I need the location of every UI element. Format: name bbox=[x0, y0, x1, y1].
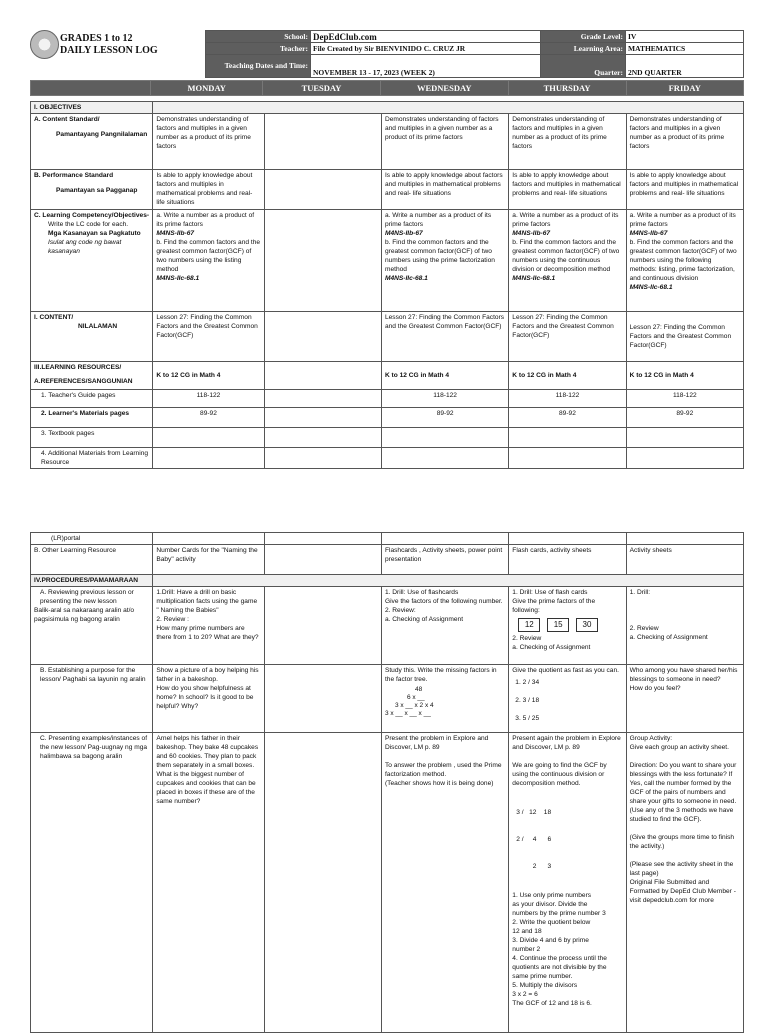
day-friday: FRIDAY bbox=[626, 81, 743, 96]
competency-note: Write the LC code for each. bbox=[48, 221, 129, 228]
title-dll: DAILY LESSON LOG bbox=[60, 45, 158, 56]
purpose-tuesday bbox=[264, 665, 381, 733]
references-wednesday: K to 12 CG in Math 4 bbox=[381, 362, 508, 390]
additional-monday bbox=[153, 448, 264, 469]
purpose-label: B. Establishing a purpose for the lesson/ Paghabi sa layunin ng aralin bbox=[31, 665, 153, 733]
procedures-heading: IV.PROCEDURES/PAMAMARAAN bbox=[31, 575, 153, 587]
weekday-spacer bbox=[31, 81, 151, 96]
performance-standard-label bbox=[31, 170, 153, 210]
review-thursday bbox=[509, 587, 626, 665]
dates-label: Teaching Dates and Time: bbox=[206, 55, 311, 78]
textbook-tuesday bbox=[264, 428, 381, 448]
competency-b: b. Find the common factors and the greatest common factor(GCF) of two numbers using the listing method bbox=[156, 239, 261, 273]
other-resource-friday: Activity sheets bbox=[626, 545, 743, 575]
lesson-grid-page2 bbox=[30, 532, 744, 1033]
purpose-friday: Who among you have shared her/his blessings to someone in need? How do you feel? bbox=[626, 665, 743, 733]
document-title bbox=[60, 33, 158, 57]
portal-monday bbox=[153, 533, 264, 545]
teacher-label: Teacher: bbox=[206, 43, 311, 55]
number-card: 15 bbox=[547, 618, 569, 632]
additional-thursday bbox=[509, 448, 626, 469]
additional-wednesday bbox=[381, 448, 508, 469]
presenting-thursday-steps: 1. Use only prime numbers as your divisor. Divide the numbers by the prime number 3 2. Write the quotient below 12 and 18 3. Divide 4 and 6 by prime number 2 4. Continue the process until the quotients are not divisible by the same prime number. 5. Multiply the divisors 3 x 2 = 6 The GCF of 12 and 18 is 6. bbox=[512, 892, 607, 1007]
area-label: Learning Area: bbox=[541, 43, 626, 55]
dates-value: NOVEMBER 13 - 17, 2023 (WEEK 2) bbox=[311, 55, 541, 78]
performance-standard-monday: Is able to apply knowledge about factors and multiples in mathematical problems and real- life situations bbox=[153, 170, 264, 210]
day-tuesday: TUESDAY bbox=[263, 81, 381, 96]
content-sub: NILALAMAN bbox=[78, 323, 118, 330]
references-thursday: K to 12 CG in Math 4 bbox=[509, 362, 626, 390]
other-resource-thursday: Flash cards, activity sheets bbox=[509, 545, 626, 575]
portal-wednesday bbox=[381, 533, 508, 545]
additional-friday bbox=[626, 448, 743, 469]
performance-standard-thursday: Is able to apply knowledge about factors and multiples in mathematical problems and real- life situations bbox=[509, 170, 626, 210]
header-info-table bbox=[205, 30, 744, 78]
day-thursday: THURSDAY bbox=[508, 81, 626, 96]
performance-standard-sub: Pamantayan sa Pagganap bbox=[56, 187, 138, 194]
lm-thursday: 89-92 bbox=[509, 408, 626, 428]
competency-code-a: M4NS-IIb-67 bbox=[156, 230, 195, 237]
grade-label: Grade Level: bbox=[541, 31, 626, 43]
competency-tuesday bbox=[264, 210, 381, 312]
competency-sub2: Isulat ang code ng bawat kasanayan bbox=[48, 239, 122, 255]
content-monday: Lesson 27: Finding the Common Factors and the Greatest Common Factor(GCF) bbox=[153, 312, 264, 362]
review-friday: 1. Drill: 2. Review a. Checking of Assignment bbox=[626, 587, 743, 665]
performance-standard-tuesday bbox=[264, 170, 381, 210]
objectives-heading-fill bbox=[153, 102, 744, 114]
competency-a: a. Write a number as a product of its prime factors bbox=[629, 212, 736, 228]
portal-friday bbox=[626, 533, 743, 545]
lm-friday: 89-92 bbox=[626, 408, 743, 428]
competency-a: a. Write a number as a product of its prime factors bbox=[384, 212, 492, 228]
tg-wednesday: 118-122 bbox=[381, 390, 508, 408]
portal-label: (LR)portal bbox=[31, 533, 153, 545]
performance-standard-friday: Is able to apply knowledge about factors and multiples in mathematical problems and real- life situations bbox=[626, 170, 743, 210]
competency-monday bbox=[153, 210, 264, 312]
school-value: DepEdClub.com bbox=[311, 31, 541, 43]
content-standard-title: A. Content Standard/ bbox=[34, 116, 100, 123]
area-value: MATHEMATICS bbox=[626, 43, 744, 55]
competency-code-b: M4NS-IIc-68.1 bbox=[156, 275, 200, 282]
content-friday: Lesson 27: Finding the Common Factors and the Greatest Common Factor(GCF) bbox=[626, 312, 743, 362]
presenting-tuesday bbox=[264, 733, 381, 1033]
competency-a: a. Write a number as a product of its prime factors bbox=[156, 212, 255, 228]
prime-number-cards bbox=[518, 618, 622, 632]
content-standard-friday: Demonstrates understanding of factors and multiples in a given number as a product of its prime factors bbox=[626, 114, 743, 170]
other-resource-monday: Number Cards for the "Naming the Baby" activity bbox=[153, 545, 264, 575]
references-friday: K to 12 CG in Math 4 bbox=[626, 362, 743, 390]
presenting-wednesday: Present the problem in Explore and Discover, LM p. 89 To answer the problem , used the Prime factorization method. (Teacher shows how it is being done) bbox=[381, 733, 508, 1033]
presenting-monday: Arnel helps his father in their bakeshop. They bake 48 cupcakes and 60 cookies. They plan to pack them separately in a small boxes. What is the biggest number of cupcakes and cookies that can be placed in boxes if these are of the same number? bbox=[153, 733, 264, 1033]
content-label bbox=[31, 312, 153, 362]
factor-tree-row: 48 bbox=[414, 686, 423, 693]
division-row: 2 / 4 6 bbox=[516, 836, 552, 843]
division-row: 2 3 bbox=[516, 863, 552, 870]
textbook-thursday bbox=[509, 428, 626, 448]
purpose-wednesday-text: Study this. Write the missing factors in the factor tree. bbox=[384, 667, 497, 683]
tg-tuesday bbox=[264, 390, 381, 408]
purpose-monday: Show a picture of a boy helping his father in a bakeshop. How do you show helpfulness at home? In school? Is it good to be helpful? Why? bbox=[153, 665, 264, 733]
content-standard-label bbox=[31, 114, 153, 170]
additional-tuesday bbox=[264, 448, 381, 469]
content-standard-wednesday: Demonstrates understanding of factors and multiples in a given number as a product of its prime factors bbox=[381, 114, 508, 170]
weekday-header bbox=[30, 80, 744, 96]
review-thursday-review: 2. Review a. Checking of Assignment bbox=[512, 635, 591, 651]
review-title: A. Reviewing previous lesson or presenting the new lesson bbox=[40, 589, 134, 605]
portal-tuesday bbox=[264, 533, 381, 545]
tg-thursday: 118-122 bbox=[509, 390, 626, 408]
continuous-division bbox=[512, 790, 622, 889]
review-sub: Balik-aral sa nakaraang aralin at/o pagsisimula ng bagong aralin bbox=[34, 607, 135, 623]
lm-label: 2. Learner's Materials pages bbox=[31, 408, 153, 428]
number-card: 30 bbox=[576, 618, 598, 632]
number-card: 12 bbox=[518, 618, 540, 632]
competency-code-b: M4NS-IIc-68.1 bbox=[512, 275, 556, 282]
other-resource-label: B. Other Learning Resource bbox=[31, 545, 153, 575]
lm-wednesday: 89-92 bbox=[381, 408, 508, 428]
other-resource-tuesday bbox=[264, 545, 381, 575]
content-standard-monday: Demonstrates understanding of factors and multiples in a given number as a product of its prime factors bbox=[153, 114, 264, 170]
content-title: I. CONTENT/ bbox=[34, 314, 74, 321]
procedures-heading-fill bbox=[153, 575, 744, 587]
factor-tree-row: 3 x __ x __ x __ bbox=[384, 710, 431, 717]
competency-b: b. Find the common factors and the greatest common factor(GCF) of two numbers using the following methods: listing, prime factorization, and continuous division bbox=[629, 239, 737, 282]
competency-a: a. Write a number as a product of its prime factors bbox=[512, 212, 619, 228]
competency-code-a: M4NS-IIb-67 bbox=[512, 230, 551, 237]
textbook-monday bbox=[153, 428, 264, 448]
division-row: 3 / 12 18 bbox=[516, 809, 552, 816]
textbook-friday bbox=[626, 428, 743, 448]
portal-thursday bbox=[509, 533, 626, 545]
tg-label: 1. Teacher's Guide pages bbox=[31, 390, 153, 408]
objectives-heading: I. OBJECTIVES bbox=[31, 102, 153, 114]
content-standard-sub: Pamantayang Pangnilalaman bbox=[56, 131, 148, 138]
competency-code-b: M4NS-IIc-68.1 bbox=[629, 284, 673, 291]
references-title: A.REFERENCES/SANGGUNIAN bbox=[34, 378, 133, 385]
resources-heading bbox=[31, 362, 153, 390]
review-monday: 1.Drill: Have a drill on basic multiplication facts using the game " Naming the Babies" 2. Review : How many prime numbers are there from 1 to 20? What are they? bbox=[153, 587, 264, 665]
review-label bbox=[31, 587, 153, 665]
review-thursday-drill: 1. Drill: Use of flash cards Give the prime factors of the following: bbox=[512, 589, 596, 614]
competency-label bbox=[31, 210, 153, 312]
review-wednesday: 1. Drill: Use of flashcards Give the factors of the following number. 2. Review: a. Checking of Assignment bbox=[381, 587, 508, 665]
content-tuesday bbox=[264, 312, 381, 362]
teacher-value: File Created by Sir BIENVINIDO C. CRUZ JR bbox=[311, 43, 541, 55]
division-item: 1. 2 / 34 bbox=[515, 679, 540, 686]
factor-tree-row: 3 x __ x 2 x 4 bbox=[394, 702, 434, 709]
competency-thursday bbox=[509, 210, 626, 312]
performance-standard-wednesday: Is able to apply knowledge about factors and multiples in mathematical problems and real- life situations bbox=[381, 170, 508, 210]
deped-seal-logo bbox=[30, 30, 59, 59]
competency-code-a: M4NS-IIb-67 bbox=[629, 230, 668, 237]
division-item: 2. 3 / 18 bbox=[515, 697, 540, 704]
tg-friday: 118-122 bbox=[626, 390, 743, 408]
title-grades: GRADES 1 to 12 bbox=[60, 33, 133, 44]
competency-wednesday bbox=[381, 210, 508, 312]
tg-monday: 118-122 bbox=[153, 390, 264, 408]
competency-friday bbox=[626, 210, 743, 312]
textbook-label: 3. Textbook pages bbox=[31, 428, 153, 448]
additional-label: 4. Additional Materials from Learning Resource bbox=[31, 448, 153, 469]
quarter-label: Quarter: bbox=[541, 55, 626, 78]
day-wednesday: WEDNESDAY bbox=[380, 81, 508, 96]
day-monday: MONDAY bbox=[151, 81, 263, 96]
textbook-wednesday bbox=[381, 428, 508, 448]
references-monday: K to 12 CG in Math 4 bbox=[153, 362, 264, 390]
purpose-thursday bbox=[509, 665, 626, 733]
review-tuesday bbox=[264, 587, 381, 665]
school-label: School: bbox=[206, 31, 311, 43]
references-tuesday bbox=[264, 362, 381, 390]
competency-title: C. Learning Competency/Objectives- bbox=[34, 212, 150, 219]
presenting-label: C. Presenting examples/instances of the new lesson/ Pag-uugnay ng mga halimbawa sa bagong aralin bbox=[31, 733, 153, 1033]
competency-b: b. Find the common factors and the greatest common factor(GCF) of two numbers using the prime factorization method bbox=[384, 239, 495, 273]
factor-tree bbox=[385, 686, 505, 718]
competency-code-a: M4NS-IIb-67 bbox=[384, 230, 423, 237]
presenting-thursday bbox=[509, 733, 626, 1033]
content-standard-tuesday bbox=[264, 114, 381, 170]
resources-title: III.LEARNING RESOURCES/ bbox=[34, 364, 122, 371]
competency-sub: Mga Kasanayan sa Pagkatuto bbox=[48, 230, 141, 237]
factor-tree-row: 6 x __ bbox=[406, 694, 425, 701]
content-thursday: Lesson 27: Finding the Common Factors and the Greatest Common Factor(GCF) bbox=[509, 312, 626, 362]
lm-monday: 89-92 bbox=[153, 408, 264, 428]
content-wednesday: Lesson 27: Finding the Common Factors and the Greatest Common Factor(GCF) bbox=[381, 312, 508, 362]
competency-code-b: M4NS-IIc-68.1 bbox=[384, 275, 428, 282]
content-standard-thursday: Demonstrates understanding of factors and multiples in a given number as a product of its prime factors bbox=[509, 114, 626, 170]
lm-tuesday bbox=[264, 408, 381, 428]
performance-standard-title: B. Performance Standard bbox=[34, 172, 114, 179]
competency-b: b. Find the common factors and the greatest common factor(GCF) of two numbers using the continuous division or decomposition method bbox=[512, 239, 620, 273]
purpose-thursday-text: Give the quotient as fast as you can. bbox=[512, 667, 619, 674]
grade-value: IV bbox=[626, 31, 744, 43]
division-item: 3. 5 / 25 bbox=[515, 715, 540, 722]
quarter-value: 2ND QUARTER bbox=[626, 55, 744, 78]
lesson-grid-page1 bbox=[30, 101, 744, 469]
presenting-thursday-text: Present again the problem in Explore and Discover, LM p. 89 We are going to find the GCF by using the continuous division or decomposition method. bbox=[512, 735, 621, 787]
purpose-wednesday bbox=[381, 665, 508, 733]
other-resource-wednesday: Flashcards , Activity sheets, power point presentation bbox=[381, 545, 508, 575]
presenting-friday: Group Activity: Give each group an activity sheet. Direction: Do you want to share your blessings with the less fortunate? If Yes, call the number formed by the GCF of the pairs of numbers and share your gifts to someone in need. (Use any of the 3 methods we have studied to find the GCF). (Give the groups more time to finish the activity.) (Please see the activity sheet in the last page) Original File Submitted and Formatted by DepEd Club Member - visit depedclub.com for more bbox=[626, 733, 743, 1033]
